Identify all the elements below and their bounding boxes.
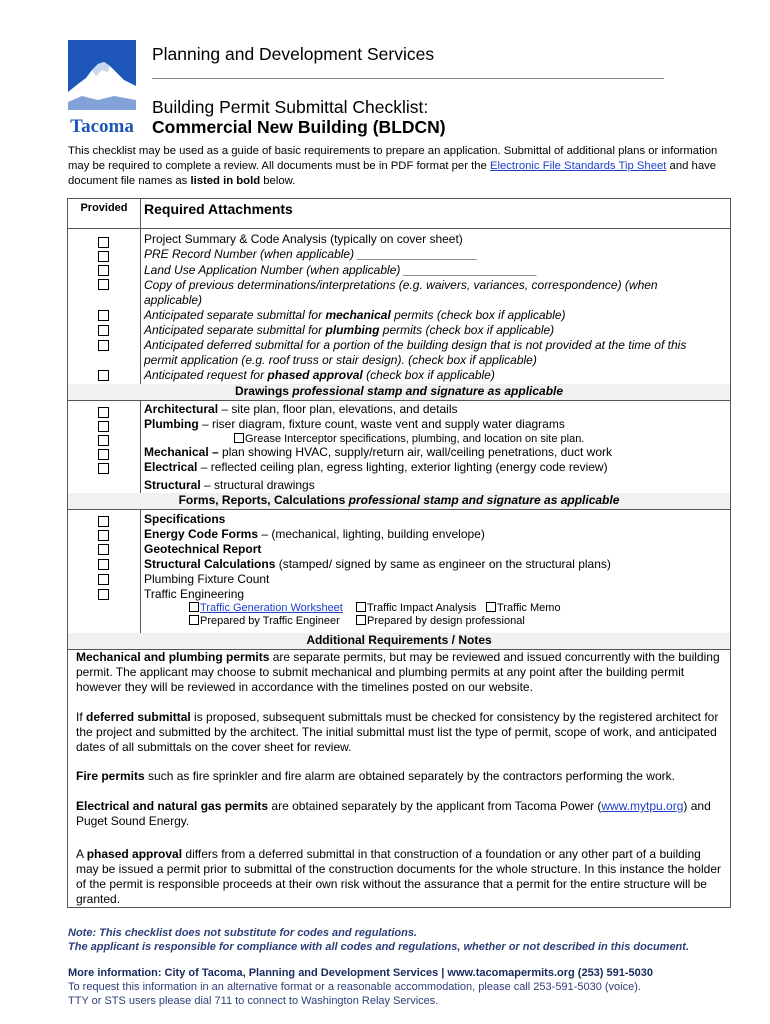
footer-accommodation bbox=[68, 980, 641, 1008]
item-project-summary: Project Summary & Code Analysis (typically on cover sheet) bbox=[144, 232, 463, 246]
notes-section-heading: Additional Requirements / Notes bbox=[68, 633, 730, 649]
checkbox-traffic-memo[interactable] bbox=[486, 602, 496, 612]
item-previous-determinations-cont: applicable) bbox=[144, 293, 203, 307]
intro-paragraph: This checklist may be used as a guide of basic requirements to prepare an application. Submittal of additional plans or information may be required to complete a review. All documents must be in PDF format per the Electronic File Standards Tip Sheet and have document file names as listed in bold below. bbox=[68, 145, 718, 187]
header-divider bbox=[152, 78, 664, 79]
item-grease-interceptor: Grease Interceptor specifications, plumbing, and location on site plan. bbox=[234, 432, 584, 446]
checkbox-grease-inline[interactable] bbox=[234, 433, 244, 443]
checkbox-project-summary[interactable] bbox=[98, 237, 109, 248]
checkbox-pre-record[interactable] bbox=[98, 251, 109, 262]
checkbox-geotechnical[interactable] bbox=[98, 544, 109, 555]
item-previous-determinations: Copy of previous determinations/interpretations (e.g. waivers, variances, correspondence) (when bbox=[144, 278, 658, 292]
checkbox-tia[interactable] bbox=[356, 602, 366, 612]
row-divider bbox=[68, 400, 730, 401]
item-traffic-engineering: Traffic Engineering bbox=[144, 587, 245, 601]
checkbox-traffic-engineering[interactable] bbox=[98, 589, 109, 600]
checkbox-phased-approval[interactable] bbox=[98, 370, 109, 381]
document-subtitle: Building Permit Submittal Checklist: bbox=[152, 97, 429, 117]
item-architectural: Architectural – site plan, floor plan, elevations, and details bbox=[144, 402, 458, 416]
item-mechanical-separate: Anticipated separate submittal for mechanical permits (check box if applicable) bbox=[144, 308, 566, 322]
note-deferred-submittal: If deferred submittal is proposed, subsequent submittals must be checked for consistency by the registered architect for the project and submitted by the architect. The initial submittal must list the type of permit, scope of work, and anticipated dates of all submittals on the cover sheet for review. bbox=[76, 710, 719, 754]
item-traffic-impact-analysis: Traffic Impact Analysis bbox=[356, 601, 476, 615]
note-electrical-gas: Electrical and natural gas permits are obtained separately by the applicant from Tacoma Power (www.mytpu.org) and Puget Sound Energy. bbox=[76, 799, 711, 828]
item-prepared-traffic-engineer: Prepared by Traffic Engineer bbox=[189, 614, 340, 628]
column-divider bbox=[140, 400, 141, 493]
drawings-section-heading: Drawings professional stamp and signature as applicable bbox=[68, 384, 730, 400]
row-divider bbox=[68, 509, 730, 510]
item-specifications: Specifications bbox=[144, 512, 226, 526]
checklist-table bbox=[67, 198, 731, 908]
item-fixture-count: Plumbing Fixture Count bbox=[144, 572, 270, 586]
document-title: Commercial New Building (BLDCN) bbox=[152, 117, 446, 137]
item-structural-calcs: Structural Calculations (stamped/ signed by same as engineer on the structural plans) bbox=[144, 557, 611, 571]
forms-section-heading: Forms, Reports, Calculations professional stamp and signature as applicable bbox=[68, 493, 730, 509]
checkbox-specifications[interactable] bbox=[98, 516, 109, 527]
checkbox-architectural[interactable] bbox=[98, 407, 109, 418]
checkbox-energy-code[interactable] bbox=[98, 530, 109, 541]
checkbox-land-use[interactable] bbox=[98, 265, 109, 276]
note-phased-approval: A phased approval differs from a deferred submittal in that construction of a foundation or any other part of a building may be issued a permit prior to submittal of the construction documents for the whole structure. In this instance the holder of the permit is responsible proceeds at their own risk without the assurance that a permit for the entire structure will be granted. bbox=[76, 847, 721, 906]
footer-notes bbox=[68, 926, 689, 954]
checkbox-prepared-traffic-engineer[interactable] bbox=[189, 615, 199, 625]
provided-column-header: Provided bbox=[80, 202, 128, 214]
checkbox-plumbing-drawings[interactable] bbox=[98, 421, 109, 432]
footer-more-info: More information: City of Tacoma, Planning and Development Services | www.tacomapermits.org (253) 591-5030 bbox=[68, 967, 654, 979]
item-geotechnical: Geotechnical Report bbox=[144, 542, 262, 556]
required-column-header: Required Attachments bbox=[144, 201, 293, 217]
item-energy-code: Energy Code Forms – (mechanical, lighting, building envelope) bbox=[144, 527, 485, 541]
mountain-logo-icon bbox=[68, 40, 136, 138]
traffic-generation-worksheet-link[interactable]: Traffic Generation Worksheet bbox=[200, 602, 343, 614]
row-divider bbox=[68, 228, 730, 229]
item-deferred-submittal-cont: permit application (e.g. roof truss or stair design). (check box if applicable) bbox=[144, 353, 537, 367]
mytpu-link[interactable]: www.mytpu.org bbox=[601, 799, 684, 813]
logo-wordmark: Tacoma bbox=[70, 116, 134, 137]
checkbox-electrical[interactable] bbox=[98, 463, 109, 474]
item-phased-approval: Anticipated request for phased approval (check box if applicable) bbox=[144, 368, 495, 382]
item-structural: Structural – structural drawings bbox=[144, 478, 315, 492]
item-traffic-generation-worksheet bbox=[189, 601, 343, 615]
footer-note-codes: Note: This checklist does not substitute for codes and regulations. bbox=[68, 927, 417, 939]
item-land-use: Land Use Application Number (when applicable) ____________________ bbox=[144, 263, 538, 277]
checkbox-plumbing-separate[interactable] bbox=[98, 325, 109, 336]
tacoma-logo bbox=[68, 40, 136, 138]
checkbox-mechanical-drawings[interactable] bbox=[98, 449, 109, 460]
footer-note-compliance: The applicant is responsible for compliance with all codes and regulations, whether or not described in this document. bbox=[68, 941, 689, 953]
item-electrical: Electrical – reflected ceiling plan, egress lighting, exterior lighting (energy code review) bbox=[144, 460, 608, 474]
footer-accommodation-line2: TTY or STS users please dial 711 to connect to Washington Relay Services. bbox=[68, 995, 439, 1007]
checkbox-deferred-submittal[interactable] bbox=[98, 340, 109, 351]
note-fire-permits: Fire permits such as fire sprinkler and fire alarm are obtained separately by the contractors performing the work. bbox=[76, 769, 675, 783]
checkbox-previous-determinations[interactable] bbox=[98, 279, 109, 290]
checkbox-fixture-count[interactable] bbox=[98, 574, 109, 585]
file-standards-link[interactable]: Electronic File Standards Tip Sheet bbox=[489, 160, 667, 172]
checkbox-mechanical-separate[interactable] bbox=[98, 310, 109, 321]
column-divider bbox=[140, 509, 141, 633]
checkbox-prepared-design-professional[interactable] bbox=[356, 615, 366, 625]
note-mechanical-plumbing: Mechanical and plumbing permits are separate permits, but may be reviewed and issued concurrently with the building permit. The applicant may choose to submit mechanical and plumbing permits at any point after the building permit however they will be reviewed in accordance with the timelines posted on our website. bbox=[76, 650, 720, 694]
item-traffic-memo: Traffic Memo bbox=[486, 601, 561, 615]
item-deferred-submittal: Anticipated deferred submittal for a portion of the building design that is not provided at the time of this bbox=[144, 338, 687, 352]
item-mechanical-drawings: Mechanical – plan showing HVAC, supply/return air, wall/ceiling penetrations, duct work bbox=[144, 445, 613, 459]
checkbox-structural-calcs[interactable] bbox=[98, 559, 109, 570]
footer-accommodation-line1: To request this information in an alternative format or a reasonable accommodation, please call 253-591-5030 (voice). bbox=[68, 981, 641, 993]
checkbox-grease[interactable] bbox=[98, 435, 109, 446]
column-divider bbox=[140, 199, 141, 384]
item-plumbing-separate: Anticipated separate submittal for plumbing permits (check box if applicable) bbox=[144, 323, 555, 337]
item-plumbing-drawings: Plumbing – riser diagram, fixture count, waste vent and supply water diagrams bbox=[144, 417, 565, 431]
department-name: Planning and Development Services bbox=[152, 44, 435, 64]
checkbox-tgw[interactable] bbox=[189, 602, 199, 612]
item-pre-record: PRE Record Number (when applicable) __________________ bbox=[144, 247, 478, 261]
item-prepared-design-professional: Prepared by design professional bbox=[356, 614, 525, 628]
